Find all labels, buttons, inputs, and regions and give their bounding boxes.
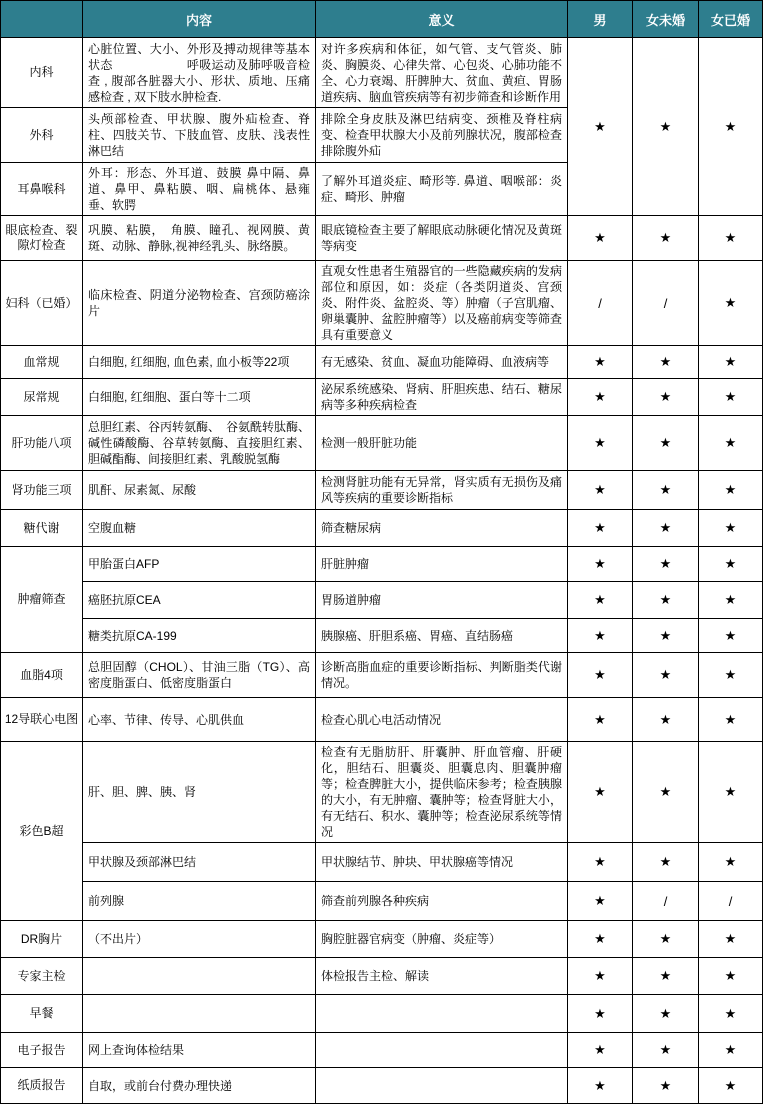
male-flag-cell: ★ [568, 843, 633, 882]
content-cell: 总胆红素、谷丙转氨酶、 谷氨酰转肽酶、碱性磷酸酶、谷草转氨酶、直接胆红素、胆碱酯酶、间接胆红素、乳酸脱氢酶 [83, 416, 316, 471]
category-cell: 外科 [1, 108, 83, 163]
female-married-flag-cell: ★ [699, 1033, 763, 1068]
table-header [1, 1, 763, 38]
female-married-flag-cell: ★ [699, 547, 763, 582]
content-cell: 头颅部检查、甲状腺、腹外疝检查、脊柱、四肢关节、下肢血管、皮肤、浅表性淋巴结 [83, 108, 316, 163]
male-flag-cell: / [568, 261, 633, 346]
content-cell: 白细胞, 红细胞、蛋白等十二项 [83, 379, 316, 416]
table-row-glucose-metabolism [1, 510, 763, 547]
female-unmarried-flag-cell: ★ [633, 216, 699, 261]
female-married-flag-cell: ★ [699, 619, 763, 653]
male-flag-cell: ★ [568, 698, 633, 742]
female-unmarried-flag-cell: ★ [633, 379, 699, 416]
female-unmarried-flag-cell: ★ [633, 958, 699, 995]
female-unmarried-flag-cell: ★ [633, 471, 699, 510]
meaning-cell: 筛查糖尿病 [316, 510, 568, 547]
table-row-fundus-exam [1, 216, 763, 261]
female-unmarried-flag-cell: ★ [633, 843, 699, 882]
female-married-flag-cell: ★ [699, 261, 763, 346]
content-cell: 肌酐、尿素氮、尿酸 [83, 471, 316, 510]
meaning-cell: 筛查前列腺各种疾病 [316, 882, 568, 921]
male-flag-cell: ★ [568, 547, 633, 582]
content-cell: 临床检查、阴道分泌物检查、宫颈防癌涂片 [83, 261, 316, 346]
meaning-cell: 胃肠道肿瘤 [316, 582, 568, 619]
male-flag-cell: ★ [568, 921, 633, 958]
female-married-flag-cell: ★ [699, 510, 763, 547]
table-row-paper-report [1, 1068, 763, 1104]
content-cell: 甲状腺及颈部淋巴结 [83, 843, 316, 882]
content-cell: 空腹血糖 [83, 510, 316, 547]
category-cell: 血常规 [1, 346, 83, 379]
meaning-cell [316, 1033, 568, 1068]
content-cell [83, 958, 316, 995]
meaning-cell: 对许多疾病和体征，如气管、支气管炎、肺炎、胸膜炎、心律失常、心包炎、心肺功能不全、心力衰竭、肝脾肿大、贫血、黄疸、胃肠道疾病、脑血管疾病等有初步筛查和诊断作用 [316, 38, 568, 108]
male-flag-cell: ★ [568, 995, 633, 1033]
content-cell: 巩膜、粘膜， 角膜、瞳孔、视网膜、黄斑、动脉、静脉,视神经乳头、脉络膜。 [83, 216, 316, 261]
meaning-cell: 检测一般肝脏功能 [316, 416, 568, 471]
category-cell: 12导联心电图 [1, 698, 83, 742]
female-unmarried-flag-cell: ★ [633, 921, 699, 958]
male-flag-cell: ★ [568, 379, 633, 416]
female-married-flag-cell: ★ [699, 379, 763, 416]
table-row-blood-lipids [1, 653, 763, 698]
female-unmarried-flag-cell: ★ [633, 653, 699, 698]
content-cell: 糖类抗原CA-199 [83, 619, 316, 653]
female-married-flag-cell: ★ [699, 995, 763, 1033]
male-flag-cell: ★ [568, 216, 633, 261]
table-row-expert-review [1, 958, 763, 995]
category-cell: 电子报告 [1, 1033, 83, 1068]
female-unmarried-flag-cell: ★ [633, 619, 699, 653]
category-cell: 妇科（已婚） [1, 261, 83, 346]
female-unmarried-flag-cell: / [633, 882, 699, 921]
content-cell: 癌胚抗原CEA [83, 582, 316, 619]
meaning-cell: 胰腺癌、肝胆系癌、胃癌、直结肠癌 [316, 619, 568, 653]
female-married-flag-cell: ★ [699, 582, 763, 619]
table-row-liver-function [1, 416, 763, 471]
category-cell: 肝功能八项 [1, 416, 83, 471]
table-row-ultrasound-prostate [1, 882, 763, 921]
male-flag-cell: ★ [568, 38, 633, 216]
category-cell: 血脂4项 [1, 653, 83, 698]
category-cell: 肿瘤筛查 [1, 547, 83, 653]
table-row-gynecology [1, 261, 763, 346]
table-row-electronic-report [1, 1033, 763, 1068]
meaning-cell: 了解外耳道炎症、畸形等. 鼻道、咽喉部：炎症、畸形、肿瘤 [316, 163, 568, 216]
content-cell [83, 995, 316, 1033]
male-flag-cell: ★ [568, 1033, 633, 1068]
meaning-cell: 检查心肌心电活动情况 [316, 698, 568, 742]
meaning-cell [316, 1068, 568, 1104]
female-unmarried-flag-cell: ★ [633, 510, 699, 547]
meaning-cell: 检测肾脏功能有无异常，肾实质有无损伤及痛风等疾病的重要诊断指标 [316, 471, 568, 510]
female-unmarried-flag-cell: ★ [633, 1068, 699, 1104]
meaning-cell: 诊断高脂血症的重要诊断指标、判断脂类代谢情况。 [316, 653, 568, 698]
male-flag-cell: ★ [568, 510, 633, 547]
female-married-flag-cell: ★ [699, 921, 763, 958]
male-flag-cell: ★ [568, 958, 633, 995]
female-unmarried-flag-cell: ★ [633, 38, 699, 216]
meaning-cell: 眼底镜检查主要了解眼底动脉硬化情况及黄斑等病变 [316, 216, 568, 261]
female-unmarried-flag-cell: / [633, 261, 699, 346]
female-married-flag-cell: ★ [699, 38, 763, 216]
female-married-flag-cell: ★ [699, 698, 763, 742]
female-married-flag-cell: ★ [699, 346, 763, 379]
female-married-flag-cell: ★ [699, 1068, 763, 1104]
category-cell: 糖代谢 [1, 510, 83, 547]
female-married-flag-cell: ★ [699, 416, 763, 471]
female-unmarried-flag-cell: ★ [633, 416, 699, 471]
female-unmarried-flag-cell: ★ [633, 742, 699, 843]
female-married-flag-cell: ★ [699, 653, 763, 698]
category-cell: 专家主检 [1, 958, 83, 995]
female-unmarried-flag-cell: ★ [633, 346, 699, 379]
content-cell: 外耳：形态、外耳道、鼓膜 鼻中隔、鼻道、鼻甲、鼻粘膜、咽、扁桃体、悬雍垂、软腭 [83, 163, 316, 216]
category-cell: 彩色B超 [1, 742, 83, 921]
meaning-cell: 泌尿系统感染、肾病、肝胆疾患、结石、糖尿病等多种疾病检查 [316, 379, 568, 416]
category-cell: 内科 [1, 38, 83, 108]
meaning-cell: 甲状腺结节、肿块、甲状腺癌等情况 [316, 843, 568, 882]
header-content: 内容 [83, 1, 316, 38]
table-row-ecg [1, 698, 763, 742]
male-flag-cell: ★ [568, 882, 633, 921]
female-married-flag-cell: / [699, 882, 763, 921]
header-meaning: 意义 [316, 1, 568, 38]
content-cell: 前列腺 [83, 882, 316, 921]
category-cell: 眼底检查、裂隙灯检查 [1, 216, 83, 261]
meaning-cell: 直观女性患者生殖器官的一些隐藏疾病的发病部位和原因，如：炎症（各类阴道炎、宫颈炎、附件炎、盆腔炎、等）肿瘤（子宫肌瘤、卵巢囊肿、盆腔肿瘤等）以及癌前病变等筛查具有重要意义 [316, 261, 568, 346]
content-cell: 心率、节律、传导、心肌供血 [83, 698, 316, 742]
table-row-blood-routine [1, 346, 763, 379]
category-cell: 纸质报告 [1, 1068, 83, 1104]
table-row-urine-routine [1, 379, 763, 416]
table-row-tumor-screening-ca199 [1, 619, 763, 653]
header-female-married: 女已婚 [699, 1, 763, 38]
category-cell: 早餐 [1, 995, 83, 1033]
content-cell: 甲胎蛋白AFP [83, 547, 316, 582]
meaning-cell: 肝脏肿瘤 [316, 547, 568, 582]
category-cell: 肾功能三项 [1, 471, 83, 510]
male-flag-cell: ★ [568, 742, 633, 843]
female-married-flag-cell: ★ [699, 742, 763, 843]
female-unmarried-flag-cell: ★ [633, 582, 699, 619]
female-married-flag-cell: ★ [699, 958, 763, 995]
male-flag-cell: ★ [568, 471, 633, 510]
table-row-tumor-screening-cea [1, 582, 763, 619]
table-row-ultrasound-thyroid [1, 843, 763, 882]
meaning-cell: 体检报告主检、解读 [316, 958, 568, 995]
category-cell: 耳鼻喉科 [1, 163, 83, 216]
category-cell: 尿常规 [1, 379, 83, 416]
table-row-ultrasound-abdomen [1, 742, 763, 843]
meaning-cell: 排除全身皮肤及淋巴结病变、颈椎及脊柱病变、检查甲状腺大小及前列腺状况，腹部检查排除腹外疝 [316, 108, 568, 163]
male-flag-cell: ★ [568, 653, 633, 698]
female-unmarried-flag-cell: ★ [633, 547, 699, 582]
male-flag-cell: ★ [568, 346, 633, 379]
table-row-dr-chest-xray [1, 921, 763, 958]
male-flag-cell: ★ [568, 1068, 633, 1104]
male-flag-cell: ★ [568, 619, 633, 653]
content-cell: 肝、胆、脾、胰、肾 [83, 742, 316, 843]
female-unmarried-flag-cell: ★ [633, 995, 699, 1033]
table-row-kidney-function [1, 471, 763, 510]
female-married-flag-cell: ★ [699, 216, 763, 261]
header-male: 男 [568, 1, 633, 38]
meaning-cell: 胸腔脏器官病变（肿瘤、炎症等） [316, 921, 568, 958]
female-married-flag-cell: ★ [699, 471, 763, 510]
female-unmarried-flag-cell: ★ [633, 1033, 699, 1068]
female-married-flag-cell: ★ [699, 843, 763, 882]
content-cell: 心脏位置、大小、外形及搏动规律等基本状态 呼吸运动及肺呼吸音检查 , 腹部各脏器大小、形状、质地、压痛感检查 , 双下肢水肿检查. [83, 38, 316, 108]
table-row-tumor-screening-afp [1, 547, 763, 582]
male-flag-cell: ★ [568, 582, 633, 619]
meaning-cell [316, 995, 568, 1033]
meaning-cell: 检查有无脂肪肝、肝囊肿、肝血管瘤、肝硬化，胆结石、胆囊炎、胆囊息肉、胆囊肿瘤等；检查脾脏大小，提供临床参考；检查胰腺的大小，有无肿瘤、囊肿等；检查肾脏大小，有无结石、积水、囊肿等；检查泌尿系统等情况 [316, 742, 568, 843]
content-cell: （不出片） [83, 921, 316, 958]
table-row-internal-medicine [1, 38, 763, 108]
content-cell: 自取，或前台付费办理快递 [83, 1068, 316, 1104]
meaning-cell: 有无感染、贫血、凝血功能障碍、血液病等 [316, 346, 568, 379]
female-unmarried-flag-cell: ★ [633, 698, 699, 742]
header-female-unmarried: 女未婚 [633, 1, 699, 38]
male-flag-cell: ★ [568, 416, 633, 471]
header-category [1, 1, 83, 38]
category-cell: DR胸片 [1, 921, 83, 958]
table-row-breakfast [1, 995, 763, 1033]
content-cell: 总胆固醇（CHOL）、甘油三脂（TG）、高密度脂蛋白、低密度脂蛋白 [83, 653, 316, 698]
content-cell: 白细胞, 红细胞, 血色素, 血小板等22项 [83, 346, 316, 379]
content-cell: 网上查询体检结果 [83, 1033, 316, 1068]
